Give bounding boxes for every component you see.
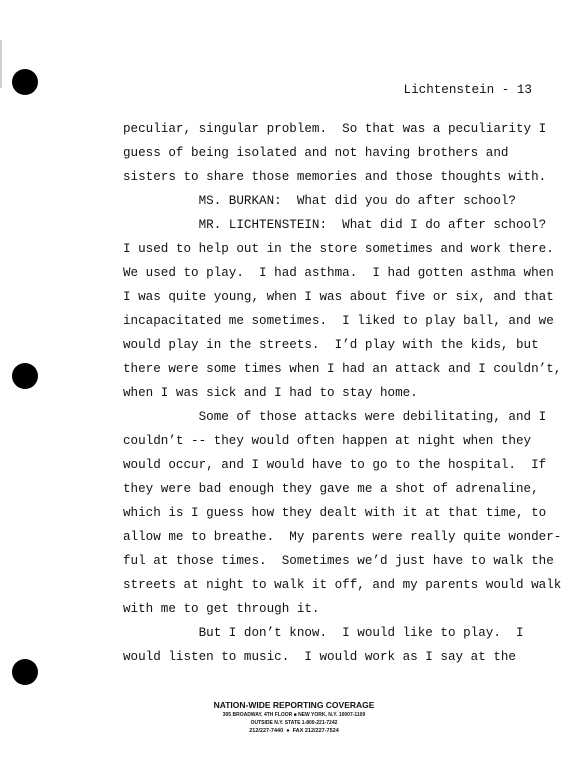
transcript-line: incapacitated me sometimes. I liked to play ball, and we [123,314,554,328]
transcript-line: with me to get through it. [123,602,320,616]
transcript-line: would play in the streets. I’d play with the kids, but [123,338,539,352]
binder-hole-bottom [12,659,38,685]
binder-hole-middle [12,363,38,389]
transcript-line: streets at night to walk it off, and my parents would walk [123,578,562,592]
transcript-line: which is I guess how they dealt with it at that time, to [123,506,547,520]
transcript-line: they were bad enough they gave me a shot of adrenaline, [123,482,539,496]
transcript-line: would occur, and I would have to go to the hospital. If [123,458,547,472]
transcript-line: Some of those attacks were debilitating, and I [123,410,547,424]
transcript-line: ful at those times. Sometimes we’d just have to walk the [123,554,554,568]
transcript-line: couldn’t -- they would often happen at night when they [123,434,532,448]
transcript-line: I used to help out in the store sometimes and work there. [123,242,554,256]
transcript-line: when I was sick and I had to stay home. [123,386,418,400]
page-edge-mark [0,40,2,88]
transcript-line: would listen to music. I would work as I say at the [123,650,516,664]
transcript-line: MR. LICHTENSTEIN: What did I do after school? [123,218,547,232]
footer-address: 305 BROADWAY, 4TH FLOOR ■ NEW YORK, N.Y. 10007-1109 [222,712,366,718]
binder-hole-top [12,69,38,95]
transcript-line: We used to play. I had asthma. I had gotten asthma when [123,266,554,280]
transcript-line: sisters to share those memories and those thoughts with. [123,170,547,184]
transcript-line: MS. BURKAN: What did you do after school? [123,194,516,208]
footer-tollfree: OUTSIDE N.Y. STATE 1-800-221-7242 [250,720,338,726]
transcript-line: there were some times when I had an attack and I couldn’t, [123,362,562,376]
transcript-line: peculiar, singular problem. So that was a peculiarity I [123,122,547,136]
transcript-line: I was quite young, when I was about five or six, and that [123,290,554,304]
footer-phone-fax: 212/227-7440 ● FAX 212/227-7524 [249,728,339,734]
transcript-line: guess of being isolated and not having brothers and [123,146,509,160]
transcript-line: allow me to breathe. My parents were really quite wonder- [123,530,562,544]
footer-company-name: NATION-WIDE REPORTING COVERAGE [213,700,375,710]
page-header: Lichtenstein - 13 [403,83,532,97]
transcript-line: But I don’t know. I would like to play. I [123,626,524,640]
